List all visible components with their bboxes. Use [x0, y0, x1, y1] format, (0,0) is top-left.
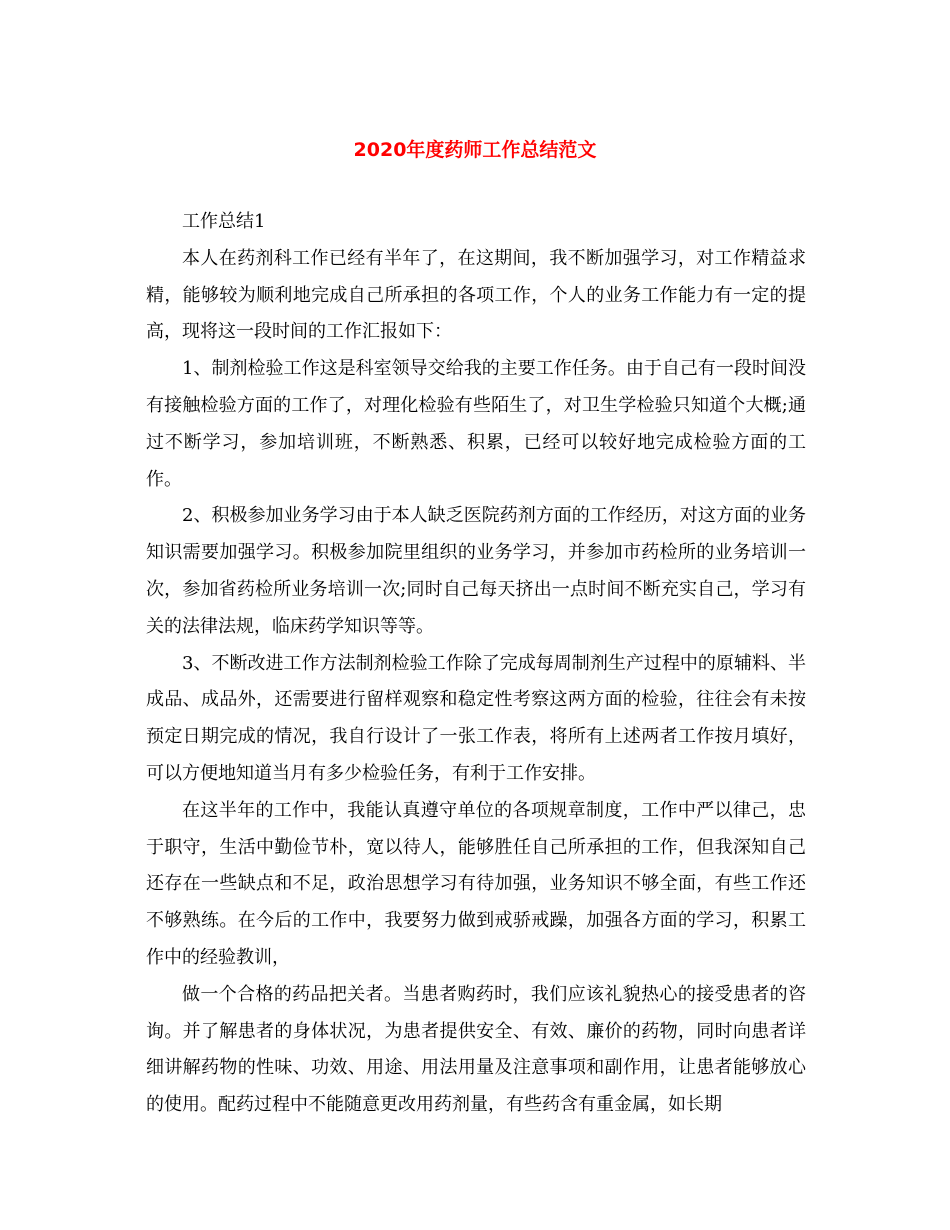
paragraph-pharmacy-duty: 做一个合格的药品把关者。当患者购药时，我们应该礼貌热心的接受患者的咨询。并了解患者的身体状况，为患者提供安全、有效、廉价的药物，同时向患者详细讲解药物的性味、功效、用途、用法用量及注意事项和副作用，让患者能够放心的使用。配药过程中不能随意更改用药剂量，有些药含有重金属，如长期	[146, 983, 806, 1116]
paragraph-intro: 本人在药剂科工作已经有半年了，在这期间，我不断加强学习，对工作精益求精，能够较为顺利地完成自己所承担的各项工作，个人的业务工作能力有一定的提高，现将这一段时间的工作汇报如下：	[146, 247, 806, 343]
paragraph-item-1: 1、制剂检验工作这是科室领导交给我的主要工作任务。由于自己有一段时间没有接触检验方面的工作了，对理化检验有些陌生了，对卫生学检验只知道个大概;通过不断学习，参加培训班，不断熟悉、积累，已经可以较好地完成检验方面的工作。	[146, 358, 806, 490]
section-heading: 工作总结1	[182, 211, 266, 232]
paragraph-item-2: 2、积极参加业务学习由于本人缺乏医院药剂方面的工作经历，对这方面的业务知识需要加强学习。积极参加院里组织的业务学习，并参加市药检所的业务培训一次，参加省药检所业务培训一次;同时自己每天挤出一点时间不断充实自己，学习有关的法律法规，临床药学知识等等。	[146, 505, 806, 637]
document-title: 2020年度药师工作总结范文	[353, 139, 597, 161]
paragraph-reflection: 在这半年的工作中，我能认真遵守单位的各项规章制度，工作中严以律己，忠于职守，生活中勤俭节朴，宽以待人，能够胜任自己所承担的工作，但我深知自己还存在一些缺点和不足，政治思想学习有待加强，业务知识不够全面，有些工作还不够熟练。在今后的工作中，我要努力做到戒骄戒躁，加强各方面的学习，积累工作中的经验教训，	[146, 799, 806, 968]
paragraph-item-3: 3、不断改进工作方法制剂检验工作除了完成每周制剂生产过程中的原辅料、半成品、成品外，还需要进行留样观察和稳定性考察这两方面的检验，往往会有未按预定日期完成的情况，我自行设计了一张工作表，将所有上述两者工作按月填好，可以方便地知道当月有多少检验任务，有利于工作安排。	[146, 652, 806, 784]
document-body	[146, 204, 806, 1124]
